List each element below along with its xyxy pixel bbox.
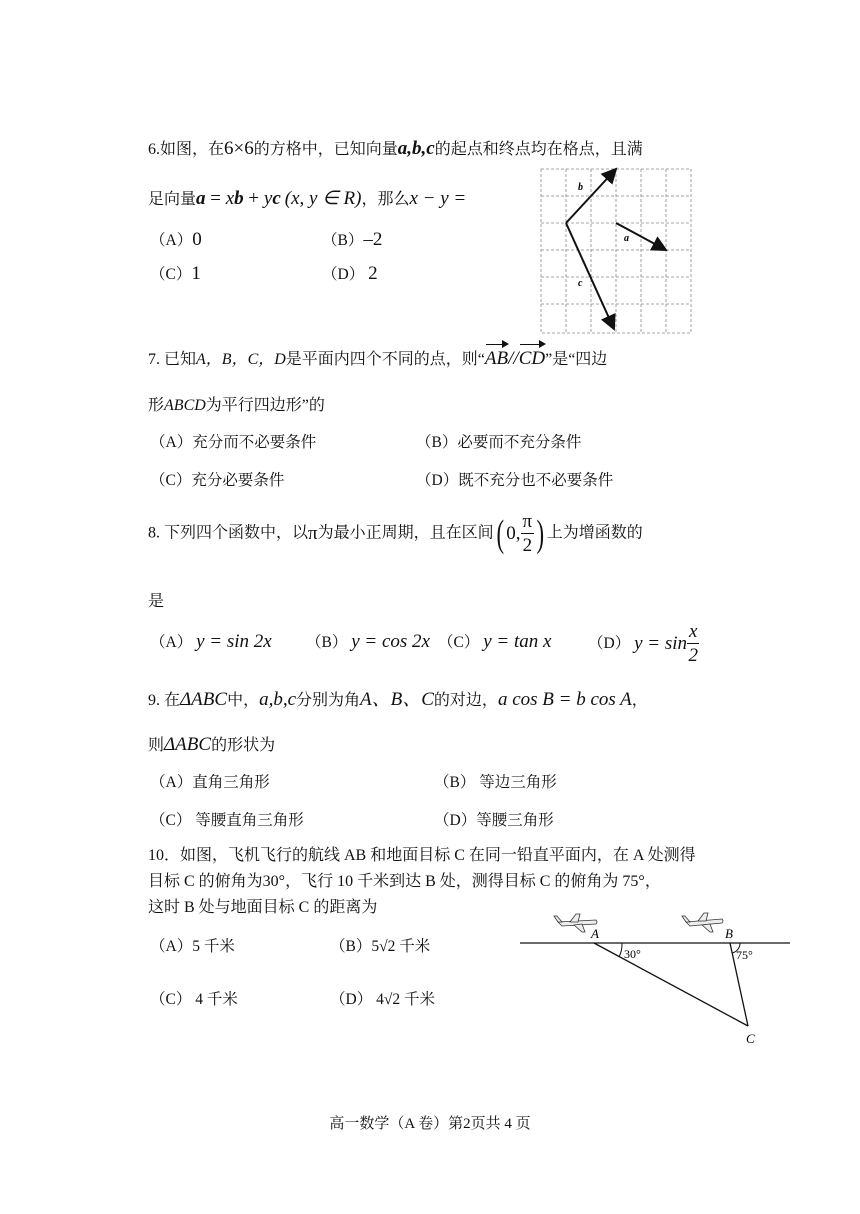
q8-option-d[interactable]: （D） y = sin $\frac{x}{2}$ xyxy=(588,621,698,666)
q6-option-b[interactable]: （B）–2 xyxy=(322,229,383,250)
airplane-icon xyxy=(682,913,723,932)
q8-line1: 8. 下列四个函数中，以π为最小正周期，且在区间( 0, $\frac{\pi}{2}$ ) 上为增函数的 xyxy=(148,511,643,556)
angle-label-75: 75° xyxy=(736,948,753,962)
q6-line2: 足向量a = xb + yc (x, y ∈ R)，那么x − y = xyxy=(148,188,467,209)
q8-option-b[interactable]: （B） y = cos 2x xyxy=(306,631,430,652)
q10-option-b[interactable]: （B）5√2 千米 xyxy=(330,938,431,955)
q6-line1: 6.如图，在6×6的方格中，已知向量a,b,c的起点和终点均在格点，且满 xyxy=(148,138,643,159)
page-footer: 高一数学（A 卷）第2页共 4 页 xyxy=(329,1116,531,1132)
label-c: C xyxy=(746,1031,755,1046)
interval-fraction: $\frac{\pi}{2}$ xyxy=(522,511,533,556)
label-c: c xyxy=(578,278,583,289)
angle-label-30: 30° xyxy=(624,947,641,961)
q7-line2: 形ABCD为平行四边形”的 xyxy=(148,397,325,414)
q10-line3: 这时 B 处与地面目标 C 的距离为 xyxy=(148,899,378,916)
q8-line2: 是 xyxy=(148,593,165,610)
q7-option-a[interactable]: （A）充分而不必要条件 xyxy=(150,434,317,451)
q6-vector-grid-figure xyxy=(538,166,694,336)
q9-option-b[interactable]: （B） 等边三角形 xyxy=(434,774,557,791)
label-a: a xyxy=(624,233,629,244)
q10-option-d[interactable]: （D） 4√2 千米 xyxy=(330,991,435,1008)
q10-line1: 10．如图，飞机飞行的航线 AB 和地面目标 C 在同一铅直平面内，在 A 处测得 xyxy=(148,847,696,864)
q9-line1: 9. 在ΔABC中，a,b,c分别为角A、B、C的对边，a cos B = b cos A， xyxy=(148,689,648,710)
q6-option-a[interactable]: （A）0 xyxy=(150,229,202,250)
angle-arc-a xyxy=(619,943,622,957)
q9-line2: 则ΔABC的形状为 xyxy=(148,734,276,755)
q6-option-c[interactable]: （C）1 xyxy=(150,263,201,284)
line-ac xyxy=(594,943,748,1026)
label-a: A xyxy=(591,926,599,941)
q10-option-c[interactable]: （C） 4 千米 xyxy=(150,991,238,1008)
q10-line2: 目标 C 的俯角为30°，飞行 10 千米到达 B 处，测得目标 C 的俯角为 75°， xyxy=(148,873,661,890)
q9-option-c[interactable]: （C） 等腰直角三角形 xyxy=(150,812,304,829)
q10-option-a[interactable]: （A）5 千米 xyxy=(150,938,235,955)
q9-option-d[interactable]: （D）等腰三角形 xyxy=(434,812,554,829)
q9-option-a[interactable]: （A）直角三角形 xyxy=(150,774,270,791)
q8-option-a[interactable]: （A） y = sin 2x xyxy=(150,631,272,652)
q6-option-d[interactable]: （D） 2 xyxy=(322,263,378,284)
vector-c xyxy=(566,223,614,329)
q8-option-c[interactable]: （C） y = tan x xyxy=(438,631,552,652)
q7-option-c[interactable]: （C）充分必要条件 xyxy=(150,472,285,489)
q7-option-d[interactable]: （D）既不充分也不必要条件 xyxy=(416,472,614,489)
label-b: b xyxy=(578,182,583,193)
q7-line1: 7. 已知A，B，C，D是平面内四个不同的点，则“AB//CD”是“四边 xyxy=(148,348,608,369)
grid-lines xyxy=(541,169,691,333)
label-b: B xyxy=(725,926,733,941)
q10-airplane-triangle-figure xyxy=(518,906,794,1048)
q7-option-b[interactable]: （B）必要而不充分条件 xyxy=(416,434,582,451)
